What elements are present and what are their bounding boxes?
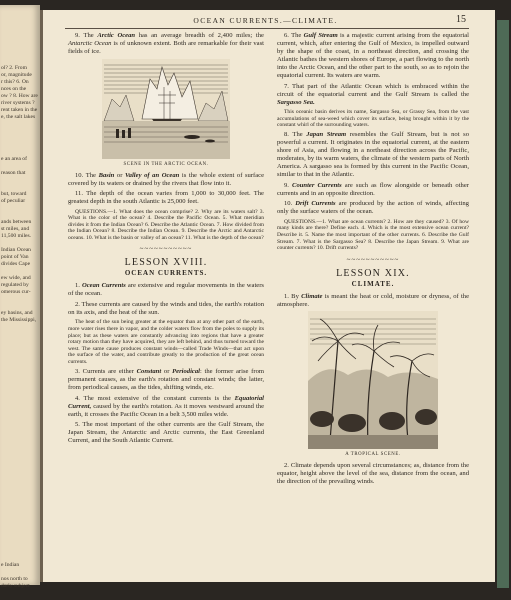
left-page-text-line: e, the salt lakes	[1, 114, 36, 120]
term-constant: Constant	[136, 368, 162, 376]
para-text: or	[116, 171, 123, 179]
left-page-text-line: omerous cur-	[1, 289, 31, 295]
left-page-text-line: reason that	[1, 170, 26, 176]
running-title: OCEAN CURRENTS.—CLIMATE.	[193, 16, 338, 25]
left-page-text-line: regulated by	[1, 282, 29, 288]
term-climate: Climate	[301, 292, 323, 300]
paragraph-equatorial-current	[68, 395, 264, 419]
paragraph-drift-currents	[277, 200, 469, 216]
paragraph-currents-causes: 2. These currents are caused by the winds and tides, the earth's rotation on its axis, and the heat of the sun.	[68, 300, 264, 316]
left-page-text-line: e Indian	[1, 562, 20, 568]
lesson-xix-title: LESSON XIX.	[336, 267, 410, 279]
lesson-xviii-subtitle: OCEAN CURRENTS.	[124, 269, 208, 278]
term-valley-of-ocean: Valley of an Ocean	[125, 171, 180, 179]
para-text: are produced by the action of winds, affecting only the surface waters of the ocean.	[277, 200, 469, 216]
left-page-text-line: of peculiar	[1, 198, 26, 204]
para-text: is a majestic current arising from the equatorial current, which, after entering the Gulf of Mexico, is impelled outward by the shape of the coast, in a northeast direction, and crossing the Atlantic bathes the western shores of Europe, a part flowing to the north into the Arctic Ocean, and the other part to the south, so as to rejoin the equatorial current. Its waters are warm.	[277, 32, 469, 79]
para-text: is the whole extent of surface covered by its waters or drained by the rivers that flow into it.	[68, 171, 265, 187]
left-page-text-line: point of Van	[1, 254, 29, 260]
para-text: is meant the heat or cold, moisture or dryness, of the atmosphere.	[277, 292, 469, 308]
left-page-text-line: r this? 6. On	[1, 79, 29, 85]
term-japan-stream: Japan Stream	[306, 131, 347, 139]
paragraph-gulf-stream	[277, 32, 469, 80]
left-column	[68, 32, 264, 572]
para-text: is of unknown extent. Both are remarkable for their vast fields of ice.	[68, 40, 264, 55]
note-sargasso: This oceanic basin derives its name, Sargasso Sea, or Grassy Sea, from the vast accumulations of sea-weed which cover its surface, being brought within it by the constant whirl of the surrounding waters.	[277, 109, 469, 129]
para-number: 10. The	[75, 171, 96, 179]
questions-lesson-18: QUESTIONS.—1. What are ocean currents? 2. How are they caused? 3. Of how many kinds are there? Define each. 4. Which is the most extensive ocean current? Describe it. 5. Name the most important of the other currents. 6. Describe the Gulf Stream. 7. What is the Sargasso Sea? 8. Describe the Japan Stream. 9. What are counter currents? 10. Drift currents?	[277, 218, 469, 252]
para-number: 9. The	[75, 32, 94, 39]
term-arctic-ocean: Arctic Ocean	[97, 32, 136, 39]
left-page-text-line: or, magnitude	[1, 72, 32, 78]
para-text: : the former arise from permanent causes, as the earth's rotation and constant winds; the latter, from periodical causes, as the tides, shifting winds, etc.	[68, 368, 264, 392]
para-text: resembles the Gulf Stream, but is not so powerful a current. It originates in the equatorial current, at the eastern shore of Asia, and flowing in a northeast direction across the Pacific, moderates, by its warm waters, the climate of the western parts of North America. A sargasso sea is formed by this current in the Pacific Ocean, similar to that in the Atlantic.	[277, 131, 469, 179]
para-text: are such as flow alongside or beneath other currents and in an opposite direction.	[277, 181, 469, 197]
left-page-text-line: st miles, and	[1, 226, 30, 232]
term-antarctic-ocean: Antarctic Ocean	[68, 40, 112, 47]
left-page-text-line: the Mississippi,	[1, 317, 37, 323]
left-page-text-line: ands between	[1, 219, 32, 225]
para-text: or	[163, 368, 170, 376]
term-ocean-currents: Ocean Currents	[81, 282, 126, 290]
tropical-scene-engraving	[308, 311, 438, 449]
term-gulf-stream: Gulf Stream	[303, 32, 338, 39]
figure-caption-arctic: SCENE IN THE ARCTIC OCEAN.	[123, 161, 209, 167]
left-page-text-line: nces on the	[1, 86, 27, 92]
paragraph-arctic	[68, 32, 264, 56]
para-text: 3. Currents are either	[75, 368, 134, 376]
para-number: 1.	[75, 282, 80, 290]
book-cover-edge	[497, 20, 509, 588]
lesson-xviii-title: LESSON XVIII.	[124, 257, 208, 269]
paragraph-other-currents: 5. The most important of the other currents are the Gulf Stream, the Japan Stream, the Antarctic and Arctic currents, the East Greenland Current, and the South Atlantic Current.	[68, 421, 264, 445]
paragraph-climate-def	[277, 293, 469, 309]
left-page-edge	[0, 5, 40, 589]
note-sun-heat: The heat of the sun being greater at the equator than at any other part of the earth, more water rises there in vapor, and the colder waters flow from the poles to supply its place; but as these waters are constantly advancing into regions that have a greater rotary motion than they have acquired, they are left behind, and thus turned toward the west. The same cause produces constant winds—called Trade Winds—that act upon the surface of the water, and contribute greatly to the production of the great ocean currents.	[68, 319, 264, 366]
paragraph-depth: 11. The depth of the ocean varies from 1,000 to 30,000 feet. The greatest depth in the south Atlantic is 25,000 feet.	[68, 190, 264, 205]
term-basin: Basin	[98, 171, 115, 179]
left-page-text-line: darly subject	[1, 583, 30, 589]
page-header	[63, 10, 468, 26]
left-page-text-line: rent taken in the	[1, 107, 38, 113]
paragraph-japan-stream	[277, 131, 469, 179]
left-page-text-line: divides Cape	[1, 261, 31, 267]
paragraph-counter-currents	[277, 182, 469, 198]
paragraph-ocean-currents-def	[68, 282, 264, 298]
page-number: 15	[456, 14, 466, 25]
left-page-text-line: ey basins, and	[1, 310, 33, 316]
para-text: has an average breadth of 2,400 miles; the	[138, 32, 264, 39]
term-counter-currents: Counter Currents	[292, 181, 342, 189]
lesson-xix-subtitle: CLIMATE.	[351, 279, 395, 288]
para-text: caused by the earth's rotation. As it moves westward around the earth, it crosses the Pacific Ocean in a belt 3,500 miles wide.	[68, 402, 264, 418]
para-text: 4. The most extensive of the constant currents is the	[75, 394, 231, 402]
para-number: 10.	[284, 200, 293, 208]
questions-lesson-17: QUESTIONS.—1. What does the ocean comprise? 2. Why are its waters salt? 3. What is the color of the ocean? 4. Describe the Pacific Ocean. 5. What meridian divides it from the Indian Ocean? 6. Describe the Atlantic Ocean. 7. How divided from the Indian Ocean? 8. Describe the Indian Ocean. 9. Describe the Arctic and Antarctic oceans. 10. What is the basin or valley of an ocean? 11. What is the depth of the ocean?	[68, 208, 264, 241]
paragraph-sargasso	[277, 83, 469, 107]
term-sargasso-sea: Sargasso Sea.	[277, 98, 315, 106]
para-number: 8. The	[284, 131, 303, 139]
para-text: are extensive and regular movements in the waters of the ocean.	[68, 282, 264, 298]
section-ornament: ~~~~~~~~~~~	[346, 255, 400, 264]
left-page-text-line: ow ? 8. How are	[1, 93, 38, 99]
paragraph-constant-periodical	[68, 368, 264, 392]
left-page-text-line: 11,500 miles.	[1, 233, 32, 239]
book-page	[43, 10, 495, 582]
header-rule	[65, 28, 469, 29]
para-text: 7. That part of the Atlantic Ocean which is embraced within the circuit of the equatorial current and the Gulf Stream is called the	[277, 82, 469, 98]
left-page-text-line: but, toward	[1, 191, 27, 197]
left-page-text-line: e an area of	[1, 156, 27, 162]
term-periodical: Periodical	[172, 368, 200, 376]
right-column	[277, 32, 469, 572]
left-page-text-line: ol? 2. From	[1, 65, 27, 71]
left-page-text-line: ew wide, and	[1, 275, 31, 281]
left-page-text-line: Indian Ocean	[1, 247, 31, 253]
section-ornament: ~~~~~~~~~~~	[139, 245, 193, 254]
left-page-text-line: nos north to	[1, 576, 28, 582]
left-page-text-line: river systems ?	[1, 100, 35, 106]
paragraph-basin	[68, 172, 264, 188]
para-number: 1. By	[284, 292, 299, 300]
para-number: 6. The	[284, 32, 302, 39]
arctic-scene-engraving	[102, 59, 230, 159]
para-number: 9.	[284, 181, 289, 189]
figure-caption-tropical: A TROPICAL SCENE.	[345, 452, 401, 458]
paragraph-climate-depends: 2. Climate depends upon several circumstances; as, distance from the equator, height above the level of the sea, distance from the ocean, and the direction of the prevailing winds.	[277, 462, 469, 486]
term-drift-currents: Drift Currents	[295, 200, 336, 208]
term-equatorial-current: Equatorial Current,	[68, 394, 264, 410]
